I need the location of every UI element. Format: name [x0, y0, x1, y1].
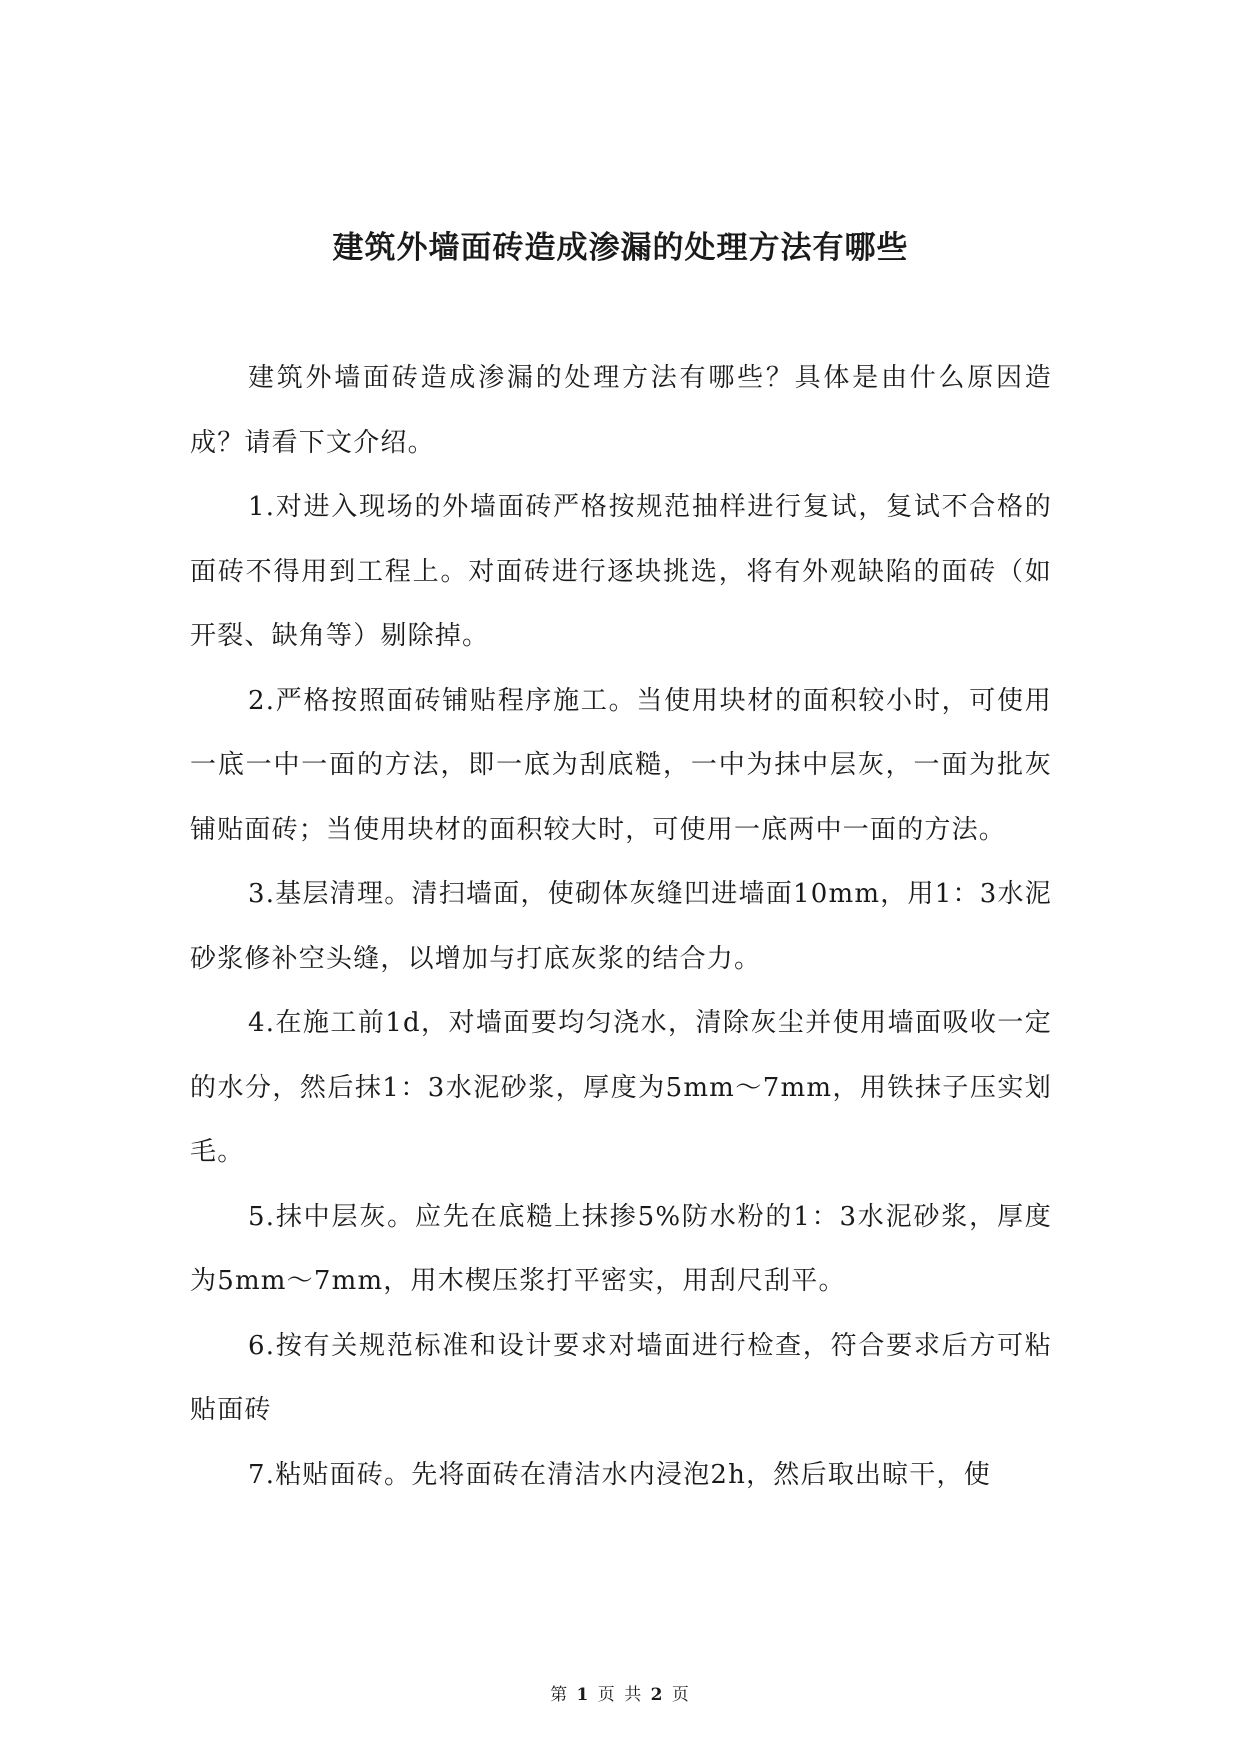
footer-current-page: 1 — [576, 1685, 591, 1705]
footer-page-suffix: 页 — [671, 1685, 691, 1705]
document-title: 建筑外墙面砖造成渗漏的处理方法有哪些 — [332, 230, 909, 266]
footer-page-prefix: 第 — [550, 1685, 570, 1705]
intro-paragraph: 建筑外墙面砖造成渗漏的处理方法有哪些？具体是由什么原因造成？请看下文介绍。 — [190, 363, 1052, 458]
step-2-paragraph: 2.严格按照面砖铺贴程序施工。当使用块材的面积较小时，可使用一底一中一面的方法，即一底为刮底糙，一中为抹中层灰，一面为批灰铺贴面砖；当使用块材的面积较大时，可使用一底两中一面的方法。 — [190, 685, 1052, 845]
step-7-paragraph: 7.粘贴面砖。先将面砖在清洁水内浸泡2h，然后取出晾干，使 — [248, 1459, 991, 1490]
step-3-paragraph: 3.基层清理。清扫墙面，使砌体灰缝凹进墙面10mm，用1：3水泥砂浆修补空头缝，以增加与打底灰浆的结合力。 — [190, 879, 1052, 974]
step-1-paragraph: 1.对进入现场的外墙面砖严格按规范抽样进行复试，复试不合格的面砖不得用到工程上。对面砖进行逐块挑选，将有外观缺陷的面砖（如开裂、缺角等）剔除掉。 — [190, 492, 1052, 651]
page-footer — [0, 1680, 1241, 1710]
step-4-paragraph: 4.在施工前1d，对墙面要均匀浇水，清除灰尘并使用墙面吸收一定的水分，然后抹1：3水泥砂浆，厚度为5mm～7mm，用铁抹子压实划毛。 — [190, 1008, 1052, 1167]
footer-total-pages: 2 — [650, 1685, 665, 1705]
step-5-paragraph: 5.抹中层灰。应先在底糙上抹掺5%防水粉的1：3水泥砂浆，厚度为5mm～7mm，用木楔压浆打平密实，用刮尺刮平。 — [190, 1201, 1052, 1296]
document-body — [190, 346, 1052, 1507]
footer-page-mid: 页 共 — [597, 1685, 644, 1705]
step-6-paragraph: 6.按有关规范标准和设计要求对墙面进行检查，符合要求后方可粘贴面砖 — [190, 1330, 1052, 1425]
